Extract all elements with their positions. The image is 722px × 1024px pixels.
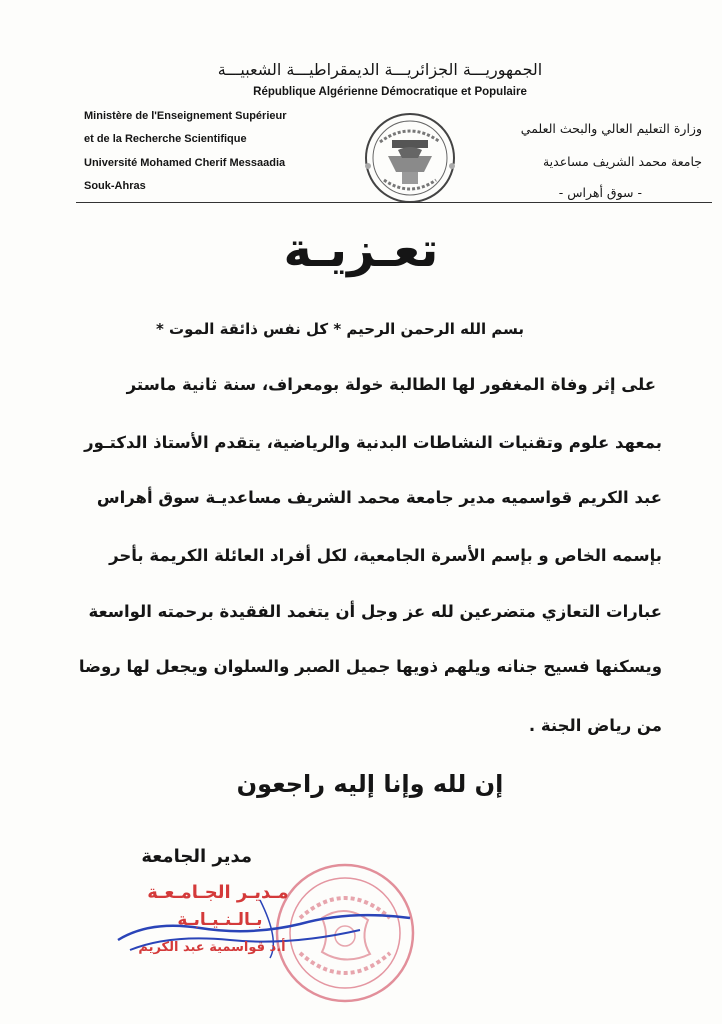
body-line: بمعهد علوم وتقنيات النشاطات البدنية والرياضية، يتقدم الأستاذ الدكتـور	[84, 433, 662, 452]
body-line: بإسمه الخاص و بإسم الأسرة الجامعية، لكل أفراد العائلة الكريمة بأحر	[109, 546, 662, 565]
university-logo	[358, 110, 462, 206]
stamp-name-line: أ.د قواسمية عبد الكريم	[138, 940, 286, 955]
stamp-title-line: مـديـر الجـامـعـة	[147, 882, 289, 903]
french-university-name: Université Mohamed Cherif Messaadia	[84, 157, 286, 169]
body-line: من رياض الجنة .	[528, 716, 662, 735]
arabic-ministry-line: وزارة التعليم العالي والبحث العلمي	[520, 121, 702, 136]
french-ministry-line-2: et de la Recherche Scientifique	[84, 133, 247, 145]
body-line: ويسكنها فسيح جنانه ويلهم ذويها جميل الصبر والسلوان ويجعل لها روضا	[78, 657, 662, 676]
body-line: عبد الكريم قواسميه مدير جامعة محمد الشريف مساعديـة سوق أهراس	[96, 488, 662, 507]
stamp-proxy-line: بـالـنـيـابـة	[177, 910, 263, 930]
body-line: عبارات التعازي متضرعين لله عز وجل أن يتغمد الفقيدة برحمته الواسعة	[88, 602, 662, 621]
closing-verse: إن لله وإنا إليه راجعون	[236, 770, 504, 798]
french-city-name: Souk-Ahras	[84, 180, 146, 192]
signature-title: مدير الجامعة	[141, 846, 252, 867]
document-title: تعـزيـة	[283, 222, 439, 278]
body-line: على إثر وفاة المغفور لها الطالبة خولة بومعراف، سنة ثانية ماستر	[126, 375, 656, 394]
header-french-republic-title: République Algérienne Démocratique et Populaire	[253, 86, 527, 98]
header-arabic-republic-title: الجمهوريـــة الجزائريـــة الديمقراطيـــة الشعبيـــة	[217, 60, 543, 79]
arabic-city-name: - سوق أهراس -	[558, 185, 642, 200]
header-divider	[76, 202, 712, 203]
arabic-university-name: جامعة محمد الشريف مساعدية	[542, 154, 702, 169]
basmala-line: بسم الله الرحمن الرحيم * كل نفس ذائقة الموت *	[155, 320, 525, 338]
french-ministry-line-1: Ministère de l'Enseignement Supérieur	[84, 110, 287, 122]
